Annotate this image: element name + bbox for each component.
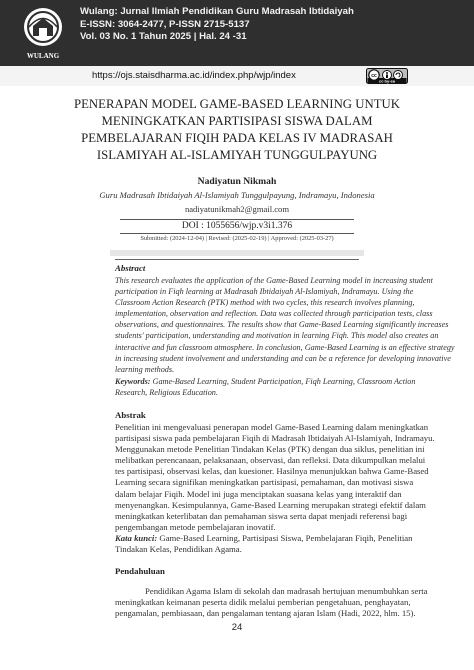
kata-kunci-text-cont: Tindakan Kelas, Pendidikan Agama. [115,544,242,555]
abstract-en-keywords [115,376,416,398]
license-badge-text: cc by-sa [378,78,396,84]
keywords-text: Game-Based Learning, Student Participation, Fiqh Learning, Classroom Action [152,377,416,386]
abstract-id-keywords [115,533,413,555]
abstract-id-body: Penelitian ini mengevaluasi penerapan model Game-Based Learning dalam meningkatkan partisipasi siswa pada pembelajaran Fiqih di Madrasah Ibtidaiyah Al-Islamiyah, Indramayu. Menggunakan metode Penelitian Tindakan Kelas (PTK) dengan dua siklus, penelitian ini melibatkan perencanaan, pelaksanaan, observasi, dan refleksi. Data dikumpulkan melalui tes partisipasi, observasi kelas, dan kuesioner. Hasilnya menunjukkan bahwa Game-Based Learning secara signifikan meningkatkan partisipasi, pemahaman, dan motivasi siswa dalam belajar Fiqih. Model ini juga menciptakan suasana kelas yang interaktif dan menyenangkan. Kesimpulannya, Game-Based Learning merupakan strategi efektif dalam meningkatkan keterlibatan dan pemahaman siswa serta dapat menjadi referensi bagi pengembangan metode pembelajaran inovatif. [115,422,435,532]
submission-dates: Submitted: (2024-12-04) | Revised: (2025-02-19) | Approved: (2025-03-27) [140,235,334,242]
author-affiliation: Guru Madrasah Ibtidaiyah Al-Islamiyah Tunggulpayung, Indramayu, Indonesia [99,190,375,200]
kata-kunci-text: Game-Based Learning, Partisipasi Siswa, Pembelajaran Fiqih, Penelitian [157,533,413,543]
doi[interactable]: DOI : 1055656/wjp.v3i1.376 [181,221,293,231]
abstract-heading: Abstract [115,263,146,273]
intro-body: Pendidikan Agama Islam di sekolah dan madrasah bertujuan menumbuhkan serta meningkatkan keimanan peserta didik melalui pemberian pengetahuan, penghayatan, pengamalan, pembiasaan, dan pengalaman tentang ajaran Islam (Hadi, 2022, hlm. 15). [115,586,428,619]
journal-issn: E-ISSN: 3064-2477, P-ISSN 2715-5137 [80,18,250,30]
journal-name: Wulang: Jurnal Ilmiah Pendidikan Guru Madrasah Ibtidaiyah [80,6,354,17]
title-line: ISLAMIYAH AL-ISLAMIYAH TUNGGULPAYUNG [96,148,378,162]
keywords-label: Keywords: [115,377,151,386]
abstract-en-body: This research evaluates the application of the Game-Based Learning model in increasing student participation in Fiqh learning at Madrasah Ibtidaiyah Al-Islamiyah, Indramayu. Using the Classroom Action Research (PTK) method with two cycles, this research involves planning, implementation, observation and reflection. Data was collected through participation tests, class observations, and questionnaires. The results show that Game-Based Learning significantly increases students' participation, understanding and motivation in learning Fiqh. This model also creates an interactive and fun classroom atmosphere. In conclusion, Game-Based Learning is an effective strategy in increasing student involvement and understanding and can be a reference for developing innovative learning methods. [115,276,455,374]
author-name: Nadiyatun Nikmah [197,176,277,187]
cc-license-icon[interactable] [366,68,408,84]
journal-logo-icon [18,6,68,62]
author-email[interactable]: nadiyatunikmah2@gmail.com [184,204,290,214]
title-line: MENINGKATKAN PARTISIPASI SISWA DALAM [101,114,373,128]
abstract-band [110,250,364,256]
intro-heading: Pendahuluan [115,566,165,576]
svg-text:cc: cc [371,73,377,79]
journal-volume: Vol. 03 No. 1 Tahun 2025 | Hal. 24 -31 [80,31,247,43]
title-line: PEMBELAJARAN FIQIH PADA KELAS IV MADRASAH [81,131,393,145]
kata-kunci-label: Kata kunci: [115,533,158,543]
doi-divider-bottom [120,233,354,234]
journal-info [80,6,354,44]
abstrak-heading: Abstrak [115,410,146,420]
doi-divider-top [120,219,354,220]
journal-url-link[interactable]: https://ojs.staisdharma.ac.id/index.php/wjp/index [92,70,296,81]
title-line: PENERAPAN MODEL GAME-BASED LEARNING UNTUK [73,97,401,111]
logo-text: WULANG [26,52,60,60]
article-title [40,96,434,164]
page-number: 24 [231,622,243,633]
keywords-text-cont: Research, Religious Education. [115,388,218,398]
abstract-rule [115,259,359,260]
